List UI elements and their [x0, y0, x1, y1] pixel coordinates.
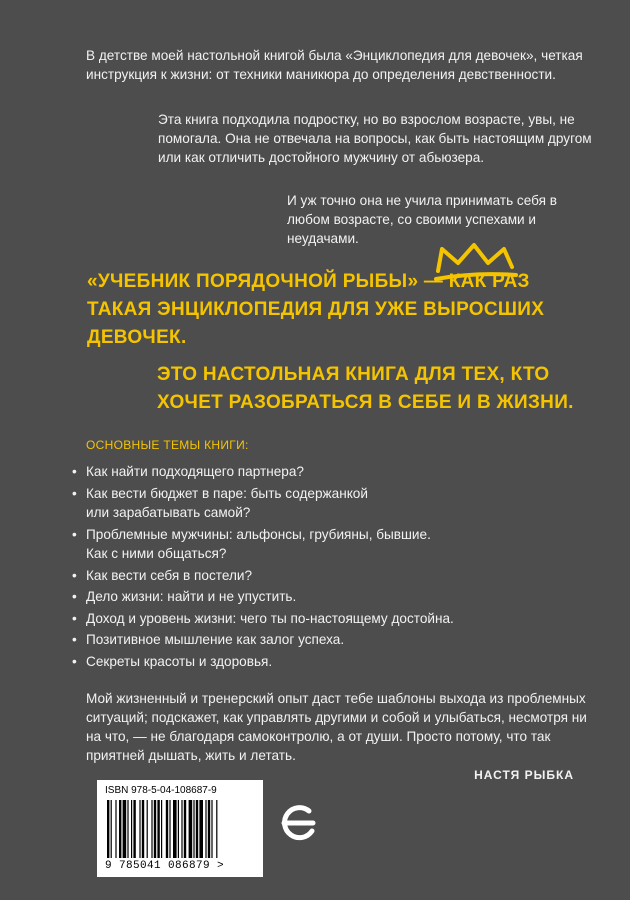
- list-item-text: Дело жизни: найти и не упустить.: [86, 589, 297, 604]
- isbn-label: ISBN 978-5-04-108687-9: [105, 785, 217, 796]
- list-item: [72, 525, 612, 564]
- author-name: НАСТЯ РЫБКА: [474, 768, 574, 782]
- list-item: [72, 609, 612, 629]
- intro-paragraph-2: Эта книга подходила подростку, но во взрослом возрасте, увы, не помогала. Она не отвечала на вопросы, как быть настоящим другом или как отличить достойного мужчину от абьюзера.: [158, 112, 592, 165]
- themes-title: ОСНОВНЫЕ ТЕМЫ КНИГИ:: [86, 438, 249, 452]
- list-item: [72, 566, 612, 586]
- barcode-digits: 9 785041 086879 >: [105, 860, 225, 872]
- outro-paragraph: Мой жизненный и тренерский опыт даст тебе шаблоны выхода из проблемных ситуаций; подскажет, как управлять другими и собой и улыбаться, несмотря ни на что, — не благодаря самоконтролю, а от души. Просто потому, что так приятней дышать, жить и летать.: [86, 691, 587, 763]
- list-item-text: Проблемные мужчины: альфонсы, грубияны, бывшие. Как с ними общаться?: [86, 526, 431, 561]
- list-item-text: Секреты красоты и здоровья.: [86, 653, 273, 669]
- bullet: •: [72, 567, 77, 583]
- themes-list: [72, 462, 612, 673]
- bullet: •: [72, 589, 77, 604]
- list-item-text: Как вести себя в постели?: [86, 567, 253, 583]
- bullet: •: [72, 526, 77, 542]
- intro-paragraph-3: И уж точно она не учила принимать себя в любом возрасте, со своими успехами и неудачами.: [287, 193, 557, 246]
- bullet: •: [72, 485, 77, 501]
- barcode-bars: [103, 800, 257, 858]
- intro-paragraph-1: В детстве моей настольной книгой была «Энциклопедия для девочек», четкая инструкция к жизни: от техники маникюра до определения девственности.: [86, 48, 583, 82]
- list-item: [72, 587, 612, 607]
- bullet: •: [72, 610, 77, 626]
- list-item: [72, 484, 612, 523]
- quote-2: ЭТО НАСТОЛЬНАЯ КНИГА ДЛЯ ТЕХ, КТО ХОЧЕТ РАЗОБРАТЬСЯ В СЕБЕ И В ЖИЗНИ.: [157, 364, 574, 413]
- list-item-text: Позитивное мышление как залог успеха.: [86, 632, 345, 647]
- list-item-text: Как найти подходящего партнера?: [86, 464, 304, 479]
- bullet: •: [72, 653, 77, 669]
- list-item: [72, 462, 612, 482]
- list-item: [72, 652, 612, 672]
- bullet: •: [72, 464, 77, 479]
- quote-1: «УЧЕБНИК ПОРЯДОЧНОЙ РЫБЫ» — КАК РАЗ ТАКАЯ ЭНЦИКЛОПЕДИЯ ДЛЯ УЖЕ ВЫРОСШИХ ДЕВОЧЕК.: [87, 271, 545, 348]
- list-item-text: Доход и уровень жизни: чего ты по-настоящему достойна.: [86, 610, 454, 626]
- bullet: •: [72, 632, 77, 647]
- publisher-logo-icon: [276, 800, 320, 844]
- list-item-text: Как вести бюджет в паре: быть содержанкой или зарабатывать самой?: [86, 485, 368, 520]
- list-item: [72, 630, 612, 650]
- barcode: [97, 780, 263, 877]
